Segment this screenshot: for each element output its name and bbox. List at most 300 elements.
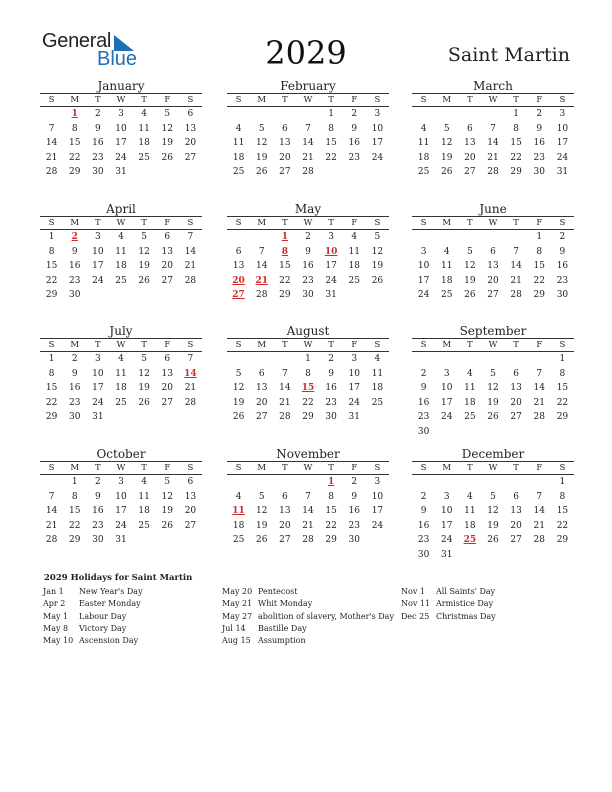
day-cell: 25 xyxy=(115,275,127,286)
day-cell: 20 xyxy=(161,261,173,272)
day-cell: 22 xyxy=(68,520,81,531)
day-cell: 14 xyxy=(45,506,58,517)
day-cell: 27 xyxy=(279,167,291,178)
day-cell: 4 xyxy=(466,491,473,502)
day-cell: 25 xyxy=(371,397,384,408)
holiday-day-cell: 15 xyxy=(301,383,315,394)
weekday-label: T xyxy=(467,95,473,105)
weekday-label: M xyxy=(257,463,267,473)
day-cell: 31 xyxy=(348,412,360,423)
day-cell: 12 xyxy=(161,491,173,502)
weekday-label: W xyxy=(116,463,126,473)
holiday-date: May 20 xyxy=(222,587,253,596)
holiday-name: Assumption xyxy=(258,636,306,646)
day-cell: 19 xyxy=(255,520,268,531)
holiday-day-cell: 8 xyxy=(281,246,288,257)
day-cell: 18 xyxy=(138,506,150,517)
day-cell: 31 xyxy=(115,535,127,546)
holiday-day-cell: 27 xyxy=(232,290,245,301)
day-cell: 28 xyxy=(487,167,499,178)
holiday-row xyxy=(43,636,143,648)
weekday-label: S xyxy=(559,340,566,350)
day-cell: 10 xyxy=(417,261,430,272)
holiday-day-cell: 1 xyxy=(281,232,288,242)
day-cell: 6 xyxy=(164,232,171,242)
empty-cell xyxy=(227,354,250,369)
weekday-label: M xyxy=(70,463,80,473)
weekday-label: M xyxy=(257,218,267,228)
weekday-label: W xyxy=(303,463,313,473)
month-name: September xyxy=(459,324,527,338)
day-cell: 12 xyxy=(487,383,499,394)
day-cell: 2 xyxy=(71,354,78,364)
day-cell: 4 xyxy=(466,368,473,379)
day-cell: 25 xyxy=(348,275,360,286)
day-cell: 2 xyxy=(305,232,311,242)
day-cell: 24 xyxy=(348,397,360,408)
month-name: January xyxy=(97,79,145,93)
day-cell: 18 xyxy=(464,397,476,408)
day-cell: 21 xyxy=(302,152,314,163)
day-cell: 20 xyxy=(487,275,499,286)
month-january xyxy=(40,79,202,182)
weekday-header xyxy=(40,338,202,352)
day-cell: 8 xyxy=(328,123,334,134)
day-cell: 23 xyxy=(92,152,104,163)
holiday-name: Bastille Day xyxy=(258,623,307,633)
day-cell: 12 xyxy=(487,506,499,517)
day-cell: 9 xyxy=(328,368,334,379)
day-cell: 21 xyxy=(533,520,545,531)
day-cell: 28 xyxy=(45,535,58,546)
day-cell: 4 xyxy=(443,246,450,257)
day-cell: 4 xyxy=(118,232,124,242)
day-cell: 27 xyxy=(161,397,173,408)
day-cell: 3 xyxy=(420,246,427,257)
month-october xyxy=(40,447,202,550)
day-cell: 9 xyxy=(536,123,543,134)
day-cell: 25 xyxy=(138,520,150,531)
day-cell: 27 xyxy=(184,152,197,163)
day-cell: 10 xyxy=(440,383,453,394)
holiday-name: Whit Monday xyxy=(258,599,313,609)
empty-cell xyxy=(528,354,551,369)
day-cell: 1 xyxy=(328,109,334,119)
holiday-date: Nov 1 xyxy=(401,587,425,596)
weekday-header xyxy=(40,93,202,107)
empty-cell xyxy=(505,354,528,369)
day-cell: 3 xyxy=(94,354,101,364)
day-cell: 7 xyxy=(258,246,265,257)
holiday-row xyxy=(222,624,394,636)
day-cell: 18 xyxy=(138,138,150,149)
holiday-name: Pentecost xyxy=(258,587,298,596)
holiday-date: Nov 11 xyxy=(401,599,431,609)
day-cell: 15 xyxy=(533,261,545,272)
day-cell: 21 xyxy=(279,397,291,408)
day-cell: 22 xyxy=(325,152,337,163)
holiday-name: All Saints' Day xyxy=(436,587,496,596)
weekday-label: T xyxy=(141,463,147,473)
day-cell: 2 xyxy=(559,232,566,242)
day-cell: 8 xyxy=(328,491,334,502)
day-cell: 3 xyxy=(443,368,450,379)
empty-cell xyxy=(412,354,435,369)
empty-cell xyxy=(296,477,319,492)
day-cell: 20 xyxy=(464,152,476,163)
day-cell: 19 xyxy=(464,275,476,286)
day-cell: 29 xyxy=(556,535,569,546)
day-cell: 27 xyxy=(487,290,499,301)
day-cell: 17 xyxy=(440,397,453,408)
day-cell: 10 xyxy=(556,123,569,134)
day-cell: 11 xyxy=(417,138,430,149)
weekday-header xyxy=(40,461,202,475)
day-cell: 6 xyxy=(490,246,496,257)
day-cell: 18 xyxy=(464,520,476,531)
weekday-label: M xyxy=(257,340,267,350)
day-cell: 31 xyxy=(92,412,104,423)
day-cell: 10 xyxy=(371,123,384,134)
day-cell: 25 xyxy=(464,412,476,423)
day-cell: 26 xyxy=(138,397,150,408)
day-cell: 11 xyxy=(371,368,384,379)
day-cell: 6 xyxy=(281,491,288,502)
weekday-label: T xyxy=(282,218,288,228)
day-grid xyxy=(40,354,202,427)
day-cell: 17 xyxy=(440,520,453,531)
weekday-label: S xyxy=(48,340,55,350)
day-cell: 24 xyxy=(115,152,127,163)
day-cell: 3 xyxy=(94,232,101,242)
weekday-label: T xyxy=(467,218,473,228)
holiday-row xyxy=(222,587,394,599)
day-cell: 11 xyxy=(464,383,476,394)
holidays-title: 2029 Holidays for Saint Martin xyxy=(44,573,193,583)
holiday-day-cell: 10 xyxy=(324,246,338,257)
empty-cell xyxy=(435,477,458,492)
weekday-label: M xyxy=(70,340,80,350)
weekday-label: W xyxy=(303,95,313,105)
empty-cell xyxy=(435,232,458,247)
day-cell: 15 xyxy=(68,138,81,149)
day-cell: 4 xyxy=(351,232,358,242)
weekday-label: S xyxy=(187,340,194,350)
holiday-column xyxy=(43,587,143,648)
weekday-label: F xyxy=(164,95,171,105)
empty-cell xyxy=(458,477,481,492)
day-cell: 14 xyxy=(184,246,197,257)
day-cell: 7 xyxy=(48,491,55,502)
day-cell: 28 xyxy=(302,535,314,546)
day-cell: 4 xyxy=(235,123,242,134)
day-cell: 20 xyxy=(255,397,268,408)
day-cell: 15 xyxy=(45,261,58,272)
day-grid xyxy=(227,354,389,427)
day-cell: 20 xyxy=(510,397,522,408)
day-cell: 17 xyxy=(92,261,104,272)
day-cell: 15 xyxy=(279,261,291,272)
holiday-day-cell: 1 xyxy=(71,109,78,119)
weekday-label: T xyxy=(467,340,473,350)
weekday-header xyxy=(412,216,574,230)
day-cell: 15 xyxy=(325,138,337,149)
day-cell: 27 xyxy=(510,535,522,546)
day-cell: 9 xyxy=(94,491,101,502)
day-cell: 26 xyxy=(487,535,499,546)
empty-cell xyxy=(250,109,273,124)
day-cell: 4 xyxy=(141,477,147,487)
day-cell: 14 xyxy=(533,383,545,394)
day-cell: 24 xyxy=(371,152,384,163)
empty-cell xyxy=(250,477,273,492)
day-cell: 12 xyxy=(371,246,384,257)
day-cell: 16 xyxy=(348,138,360,149)
holiday-row xyxy=(222,612,394,624)
holiday-row xyxy=(401,612,496,624)
weekday-header xyxy=(412,93,574,107)
day-cell: 13 xyxy=(487,261,499,272)
day-cell: 28 xyxy=(510,290,522,301)
weekday-header xyxy=(412,338,574,352)
country-name: Saint Martin xyxy=(447,44,570,66)
day-cell: 7 xyxy=(536,368,543,379)
day-cell: 17 xyxy=(556,138,569,149)
day-cell: 24 xyxy=(440,535,453,546)
month-august xyxy=(227,324,389,427)
day-cell: 21 xyxy=(184,383,197,394)
day-cell: 11 xyxy=(348,246,360,257)
weekday-label: F xyxy=(164,218,171,228)
weekday-label: S xyxy=(420,340,427,350)
day-cell: 22 xyxy=(68,152,81,163)
month-name: July xyxy=(109,324,133,338)
month-name: April xyxy=(106,202,136,216)
day-cell: 26 xyxy=(487,412,499,423)
empty-cell xyxy=(528,477,551,492)
holiday-column xyxy=(222,587,394,648)
day-cell: 22 xyxy=(325,520,337,531)
day-cell: 2 xyxy=(351,109,358,119)
day-cell: 7 xyxy=(281,368,288,379)
day-cell: 23 xyxy=(348,152,360,163)
weekday-label: M xyxy=(442,463,452,473)
day-cell: 29 xyxy=(302,412,314,423)
weekday-label: S xyxy=(48,463,55,473)
weekday-label: M xyxy=(70,218,80,228)
day-cell: 28 xyxy=(279,412,291,423)
day-cell: 20 xyxy=(279,152,291,163)
day-cell: 20 xyxy=(510,520,522,531)
holiday-day-cell: 20 xyxy=(232,275,245,286)
day-cell: 29 xyxy=(68,167,81,178)
day-cell: 5 xyxy=(490,368,496,379)
empty-cell xyxy=(40,109,63,124)
holiday-row xyxy=(222,636,394,648)
day-cell: 18 xyxy=(115,383,127,394)
day-grid xyxy=(40,477,202,550)
day-cell: 27 xyxy=(255,412,268,423)
day-cell: 22 xyxy=(45,275,58,286)
day-cell: 11 xyxy=(115,368,127,379)
holiday-name: Christmas Day xyxy=(436,611,496,621)
day-cell: 8 xyxy=(71,123,78,134)
weekday-label: T xyxy=(513,95,519,105)
month-june xyxy=(412,202,574,305)
day-cell: 13 xyxy=(161,246,173,257)
weekday-label: T xyxy=(328,218,334,228)
day-cell: 5 xyxy=(258,491,265,502)
weekday-header xyxy=(227,338,389,352)
weekday-label: W xyxy=(488,463,498,473)
day-cell: 23 xyxy=(556,275,569,286)
weekday-label: M xyxy=(70,95,80,105)
day-cell: 1 xyxy=(48,232,55,242)
day-cell: 29 xyxy=(533,290,545,301)
day-cell: 29 xyxy=(510,167,522,178)
day-cell: 10 xyxy=(115,123,127,134)
day-cell: 22 xyxy=(45,397,58,408)
day-cell: 16 xyxy=(68,383,81,394)
day-cell: 19 xyxy=(487,397,499,408)
day-cell: 13 xyxy=(510,506,522,517)
day-cell: 21 xyxy=(45,152,58,163)
weekday-label: F xyxy=(351,340,358,350)
day-cell: 4 xyxy=(141,109,147,119)
day-cell: 24 xyxy=(556,152,569,163)
day-cell: 23 xyxy=(348,520,360,531)
weekday-label: F xyxy=(351,95,358,105)
weekday-label: T xyxy=(282,463,288,473)
day-cell: 7 xyxy=(305,123,311,134)
day-cell: 26 xyxy=(161,520,173,531)
day-cell: 14 xyxy=(487,138,499,149)
empty-cell xyxy=(458,232,481,247)
day-cell: 21 xyxy=(302,520,314,531)
logo-blue-text: Blue xyxy=(97,48,138,70)
empty-cell xyxy=(40,477,63,492)
weekday-label: T xyxy=(513,463,519,473)
day-grid xyxy=(227,477,389,550)
holiday-date: May 27 xyxy=(222,611,253,621)
day-cell: 13 xyxy=(184,491,197,502)
day-cell: 14 xyxy=(510,261,522,272)
day-cell: 8 xyxy=(48,368,55,379)
weekday-header xyxy=(40,216,202,230)
day-cell: 13 xyxy=(161,368,173,379)
day-cell: 9 xyxy=(71,368,78,379)
holiday-day-cell: 11 xyxy=(232,506,245,517)
empty-cell xyxy=(412,109,435,124)
day-cell: 11 xyxy=(138,123,150,134)
day-cell: 17 xyxy=(371,138,384,149)
empty-cell xyxy=(458,354,481,369)
day-cell: 11 xyxy=(232,138,245,149)
day-cell: 12 xyxy=(232,383,245,394)
day-cell: 1 xyxy=(305,354,311,364)
day-cell: 22 xyxy=(556,520,569,531)
holiday-date: May 8 xyxy=(43,623,69,633)
day-cell: 22 xyxy=(279,275,291,286)
month-name: November xyxy=(276,447,340,461)
day-cell: 30 xyxy=(533,167,545,178)
empty-cell xyxy=(481,232,504,247)
day-cell: 31 xyxy=(440,549,453,560)
empty-cell xyxy=(227,477,250,492)
day-cell: 16 xyxy=(533,138,545,149)
day-cell: 1 xyxy=(559,354,566,364)
day-cell: 24 xyxy=(417,290,430,301)
holiday-date: May 10 xyxy=(43,636,74,646)
month-november xyxy=(227,447,389,550)
holiday-date: May 1 xyxy=(43,611,69,621)
weekday-label: S xyxy=(420,463,427,473)
empty-cell xyxy=(481,354,504,369)
day-cell: 3 xyxy=(118,109,124,119)
day-cell: 23 xyxy=(417,412,430,423)
day-cell: 5 xyxy=(164,477,171,487)
day-cell: 3 xyxy=(328,232,334,242)
day-cell: 12 xyxy=(255,138,268,149)
day-cell: 2 xyxy=(328,354,334,364)
month-name: December xyxy=(461,447,525,461)
weekday-label: S xyxy=(235,340,242,350)
weekday-label: M xyxy=(442,95,452,105)
day-cell: 15 xyxy=(45,383,58,394)
day-cell: 12 xyxy=(255,506,268,517)
day-cell: 27 xyxy=(184,520,197,531)
day-cell: 23 xyxy=(68,397,81,408)
day-cell: 7 xyxy=(536,491,543,502)
weekday-label: T xyxy=(141,218,147,228)
month-name: May xyxy=(294,202,322,216)
day-cell: 15 xyxy=(510,138,522,149)
day-cell: 30 xyxy=(325,412,337,423)
empty-cell xyxy=(227,109,250,124)
day-cell: 22 xyxy=(302,397,314,408)
weekday-label: T xyxy=(95,463,101,473)
day-cell: 28 xyxy=(533,535,545,546)
weekday-label: W xyxy=(116,218,126,228)
holiday-date: Apr 2 xyxy=(43,599,66,609)
weekday-label: S xyxy=(187,95,194,105)
empty-cell xyxy=(296,109,319,124)
day-cell: 26 xyxy=(464,290,476,301)
month-name: August xyxy=(286,324,330,338)
day-cell: 26 xyxy=(232,412,245,423)
day-cell: 4 xyxy=(235,491,242,502)
logo-general-text: General xyxy=(42,30,112,52)
day-cell: 9 xyxy=(94,123,101,134)
day-cell: 27 xyxy=(464,167,476,178)
day-cell: 11 xyxy=(440,261,453,272)
holiday-row xyxy=(43,599,143,611)
weekday-label: S xyxy=(374,340,381,350)
day-grid xyxy=(227,232,389,305)
day-cell: 8 xyxy=(71,491,78,502)
weekday-label: S xyxy=(559,218,566,228)
weekday-header xyxy=(227,93,389,107)
weekday-label: T xyxy=(513,340,519,350)
day-cell: 7 xyxy=(490,123,496,134)
holiday-day-cell: 25 xyxy=(463,535,477,546)
day-cell: 21 xyxy=(510,275,522,286)
day-cell: 5 xyxy=(164,109,171,119)
month-name: March xyxy=(473,79,513,93)
day-cell: 11 xyxy=(115,246,127,257)
calendar-year: 2029 xyxy=(265,34,347,72)
day-cell: 2 xyxy=(536,109,543,119)
